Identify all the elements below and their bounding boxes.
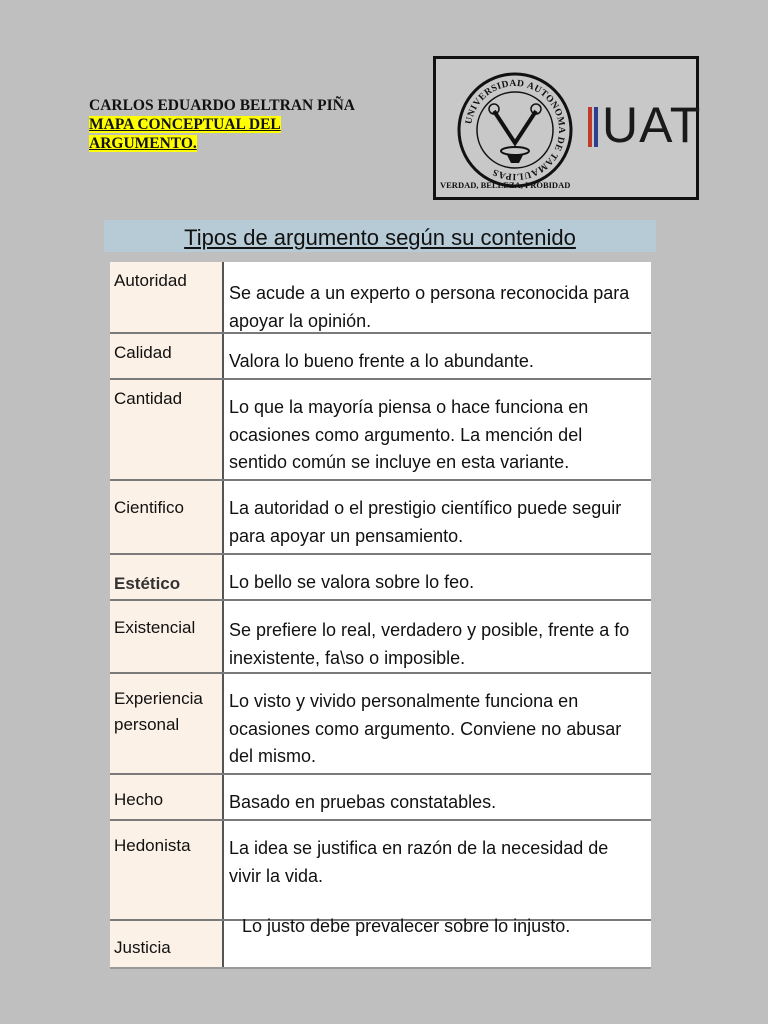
university-motto: VERDAD, BELLEZA, PROBIDAD xyxy=(440,180,571,190)
table-row xyxy=(110,481,651,555)
uat-brand-mark xyxy=(588,97,702,153)
document-title-line-1: MAPA CONCEPTUAL DEL xyxy=(89,116,281,133)
argument-type-term: Justicia xyxy=(110,921,224,967)
argument-type-definition: Lo visto y vivido personalmente funciona en ocasiones como argumento. Conviene no abusar del mismo. xyxy=(229,691,622,766)
argument-type-term: Hecho xyxy=(110,775,224,819)
uat-brand-text: UAT xyxy=(602,97,702,153)
argument-type-definition: Se acude a un experto o persona reconocida para apoyar la opinión. xyxy=(229,283,630,331)
document-title-line-2: ARGUMENTO. xyxy=(89,135,197,152)
argument-type-definition: Lo justo debe prevalecer sobre lo injusto. xyxy=(242,916,571,936)
argument-type-definition: Lo que la mayoría piensa o hace funciona en ocasiones como argumento. La mención del sentido común se incluye en esta variante. xyxy=(229,397,589,472)
table-row xyxy=(110,775,651,821)
table-row xyxy=(110,601,651,674)
argument-type-definition: La autoridad o el prestigio científico puede seguir para apoyar un pensamiento. xyxy=(229,498,622,546)
argument-type-term: Existencial xyxy=(110,601,224,672)
argument-type-term: Experiencia personal xyxy=(110,674,224,773)
svg-text:UNIVERSIDAD AUTONOMA DE TAMAUL xyxy=(464,79,566,181)
argument-type-term: Cantidad xyxy=(110,380,224,479)
argument-type-term: Autoridad xyxy=(110,262,224,332)
university-logo xyxy=(433,56,702,200)
argument-types-table xyxy=(110,262,651,969)
seal-text: UNIVERSIDAD AUTONOMA DE TAMAULIPAS xyxy=(464,78,567,182)
table-row xyxy=(110,380,651,481)
argument-type-term: Calidad xyxy=(110,334,224,378)
table-row xyxy=(110,674,651,775)
argument-type-term: Cientifico xyxy=(110,481,224,553)
table-row xyxy=(110,555,651,601)
argument-type-definition: La idea se justifica en razón de la necesidad de vivir la vida. xyxy=(229,838,609,886)
table-row xyxy=(110,821,651,921)
author-name: CARLOS EDUARDO BELTRAN PIÑA xyxy=(89,97,355,114)
table-title: Tipos de argumento según su contenido xyxy=(104,220,656,252)
table-row xyxy=(110,334,651,380)
argument-type-definition: Se prefiere lo real, verdadero y posible, frente a fo inexistente, fa\so o imposible. xyxy=(229,620,630,668)
argument-type-term: Estético xyxy=(110,555,224,599)
table-row xyxy=(110,262,651,334)
table-row xyxy=(110,916,651,969)
argument-type-definition: Lo bello se valora sobre lo feo. xyxy=(229,572,475,592)
uat-red-bar xyxy=(588,107,592,147)
header xyxy=(89,96,355,153)
uat-blue-bar xyxy=(594,107,598,147)
argument-type-definition: Basado en pruebas constatables. xyxy=(229,792,497,812)
argument-type-term: Hedonista xyxy=(110,821,224,919)
argument-type-definition: Valora lo bueno frente a lo abundante. xyxy=(229,351,534,371)
university-seal-icon xyxy=(456,71,574,189)
